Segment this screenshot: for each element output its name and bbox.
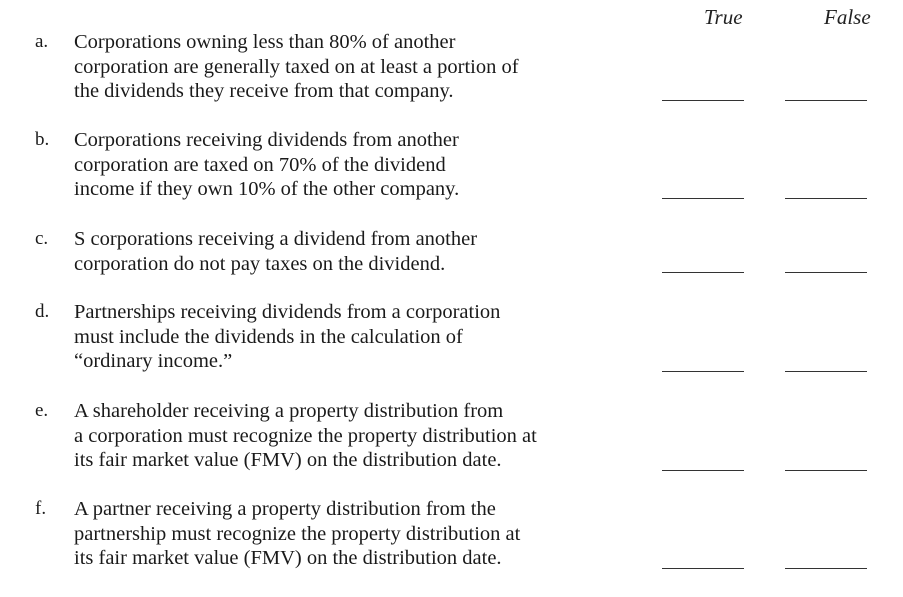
item-statement — [74, 497, 634, 571]
statement-line: Corporations receiving dividends from another — [74, 129, 459, 151]
statement-line: income if they own 10% of the other company. — [74, 178, 460, 200]
true-answer-blank[interactable] — [662, 198, 744, 199]
true-answer-blank[interactable] — [662, 568, 744, 569]
item-statement — [74, 227, 634, 276]
item-letter: e. — [35, 400, 49, 421]
statement-line: corporation are generally taxed on at least a portion of — [74, 55, 519, 78]
item-statement — [74, 300, 634, 374]
statement-line: partnership must recognize the property distribution at — [74, 522, 521, 545]
true-column-header: True — [704, 5, 743, 29]
false-answer-blank[interactable] — [785, 100, 867, 101]
statement-line: S corporations receiving a dividend from another — [74, 228, 478, 250]
false-answer-blank[interactable] — [785, 198, 867, 199]
true-answer-blank[interactable] — [662, 272, 744, 273]
statement-line: “ordinary income.” — [74, 350, 233, 372]
true-answer-blank[interactable] — [662, 371, 744, 372]
true-answer-blank[interactable] — [662, 100, 744, 101]
item-letter: c. — [35, 228, 49, 249]
statement-line: the dividends they receive from that company. — [74, 80, 454, 102]
item-letter: a. — [35, 31, 49, 52]
item-letter: f. — [35, 498, 47, 519]
statement-line: corporation are taxed on 70% of the dividend — [74, 153, 446, 176]
statement-line: its fair market value (FMV) on the distribution date. — [74, 547, 502, 569]
statement-line: A partner receiving a property distribution from the — [74, 498, 496, 520]
false-column-header: False — [824, 5, 871, 29]
true-answer-blank[interactable] — [662, 470, 744, 471]
statement-line: A shareholder receiving a property distribution from — [74, 400, 504, 422]
statement-line: Corporations owning less than 80% of another — [74, 31, 456, 53]
statement-line: Partnerships receiving dividends from a corporation — [74, 301, 501, 323]
item-letter: b. — [35, 129, 50, 150]
false-answer-blank[interactable] — [785, 272, 867, 273]
false-answer-blank[interactable] — [785, 470, 867, 471]
item-statement — [74, 30, 634, 104]
false-answer-blank[interactable] — [785, 371, 867, 372]
false-answer-blank[interactable] — [785, 568, 867, 569]
item-statement — [74, 128, 634, 202]
statement-line: a corporation must recognize the property distribution at — [74, 424, 537, 447]
statement-line: must include the dividends in the calculation of — [74, 325, 463, 348]
item-statement — [74, 399, 634, 473]
statement-line: corporation do not pay taxes on the dividend. — [74, 252, 446, 275]
statement-line: its fair market value (FMV) on the distribution date. — [74, 449, 502, 471]
item-letter: d. — [35, 301, 50, 322]
